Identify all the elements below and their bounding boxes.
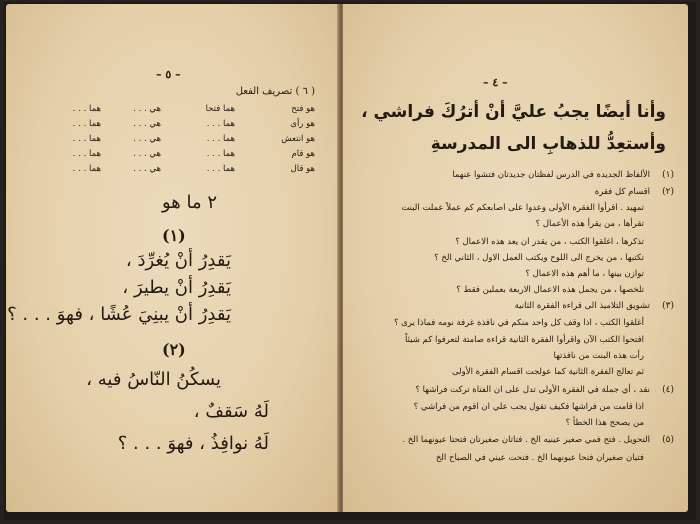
conjugation-cell: هما . . . [72,164,101,174]
instruction-line: ثم تعالج الفقرة الثانية كما عولجت اقسام الفقرة الأولى [451,367,644,377]
exercise-line: يَقدِرُ أنْ يبنِيَ عُشًا ، فهوَ . . . ؟ [7,304,231,325]
instruction-line: اقسام كل فقرة [594,187,650,197]
conjugation-cell: هي . . . [133,119,161,129]
lesson-heading: وأنا أيضًا يجبُ عليَّ أنْ أترُكَ فراشي ، [361,102,666,122]
conjugation-title: ( ٦ ) تصريف الفعل [235,86,315,97]
exercise-title: ٢ ما هو [161,192,217,213]
instruction-line: توازن بينها ، ما أهم هذه الاعمال ؟ [525,269,644,279]
right-page [343,4,688,512]
instruction-line: أغلقوا الكتب ، اذا وقف كل واحد منكم في نافذة غرفة نومه فماذا يرى ؟ [393,318,644,328]
conjugation-row [6,104,339,116]
item-number: (١) [662,170,674,180]
instruction-line: تذكرها ، اغلقوا الكتب ، من يقدر ان يعد هذه الاعمال ؟ [455,237,644,247]
instruction-line: الألفاظ الجديدة في الدرس لفظتان جديدتان فتشوا عنهما [452,170,650,180]
item-number: (٣) [662,301,674,311]
instruction-line: رأت هذه البنت من نافذتها [553,351,644,361]
exercise-line: لَهُ نوافِذُ ، فهوَ . . . ؟ [117,433,269,454]
instruction-line: من يصحح هذا الخطأ ؟ [565,418,644,428]
conjugation-cell: هما . . . [206,134,235,144]
conjugation-cell: هما . . . [206,119,235,129]
conjugation-cell: هي . . . [133,104,161,114]
conjugation-cell: هما . . . [72,119,101,129]
conjugation-cell: هما . . . [72,104,101,114]
exercise-line: يسكُنُ النّاسُ فيه ، [86,369,221,390]
instruction-line: تمهيد . اقرأوا الفقرة الأولى وعدوا على اصابعكم كم عملاً عملت البنت [401,203,644,213]
instruction-line: تلخصها ، من يجمل هذه الاعمال الاربعة بعملين فقط ؟ [456,285,644,295]
conjugation-row [6,149,339,161]
item-number: (٤) [662,385,674,395]
section-number: (٢) [162,340,186,359]
instruction-line: افتحوا الكتب الآن واقرأوا الفقرة الثانية قراءة صامتة لتعرفوا كم شيئاً [405,335,644,345]
conjugation-cell: هي . . . [133,149,161,159]
exercise-line: يَقدِرُ أنْ يطيرَ ، [122,277,231,298]
conjugation-row [6,119,339,131]
conjugation-cell: هو رأى [290,119,315,129]
exercise-line: لَهُ سَقفٌ ، [193,401,269,422]
lesson-heading: وأستعِدُّ للذهابِ الى المدرسةِ [430,134,666,154]
instruction-line: نقد ، أي جملة في الفقرة الأولى تدل على ان الفتاة تركت فراشها ؟ [415,385,650,395]
conjugation-cell: هما . . . [72,149,101,159]
conjugation-row [6,134,339,146]
conjugation-cell: هما . . . [206,149,235,159]
page-number: – ٥ – [156,68,181,81]
conjugation-cell: هما . . . [72,134,101,144]
instruction-line: اذا قامت من فراشها فكيف تقول يجب علي ان اقوم من فراشي ؟ [413,402,644,412]
instruction-line: فتيان صغيران فتحا عيونهما الخ . فتحت عيني في الصباح الخ [435,453,644,463]
conjugation-cell: هو فتح [291,104,315,114]
item-number: (٢) [662,187,674,197]
section-number: (١) [162,226,186,245]
page-number: – ٤ – [483,76,508,89]
instruction-line: تكتبها ، من يخرج الى اللوح ويكتب العمل الاول ، الثاني الخ ؟ [434,253,644,263]
conjugation-cell: هو قال [290,164,315,174]
exercise-line: يَقدِرُ أنْ يُغرِّدَ ، [125,250,231,271]
item-number: (٥) [662,435,674,445]
conjugation-cell: هي . . . [133,134,161,144]
conjugation-cell: هما . . . [206,164,235,174]
conjugation-cell: هما فتحا [205,104,235,114]
instruction-line: تشويق التلاميذ الى قراءة الفقرة الثانية [514,301,650,311]
conjugation-cell: هو قام [291,149,315,159]
conjugation-cell: هو انتعش [281,134,315,144]
conjugation-row [6,164,339,176]
left-page [6,4,339,512]
conjugation-cell: هي . . . [133,164,161,174]
instruction-line: التحويل . فتح فمي صغير عينيه الخ . فتاتان صغيرتان فتحتا عيونهما الخ . [402,435,650,445]
instruction-line: تقرأها ، من يقرأ هذه الأعمال ؟ [535,219,644,229]
